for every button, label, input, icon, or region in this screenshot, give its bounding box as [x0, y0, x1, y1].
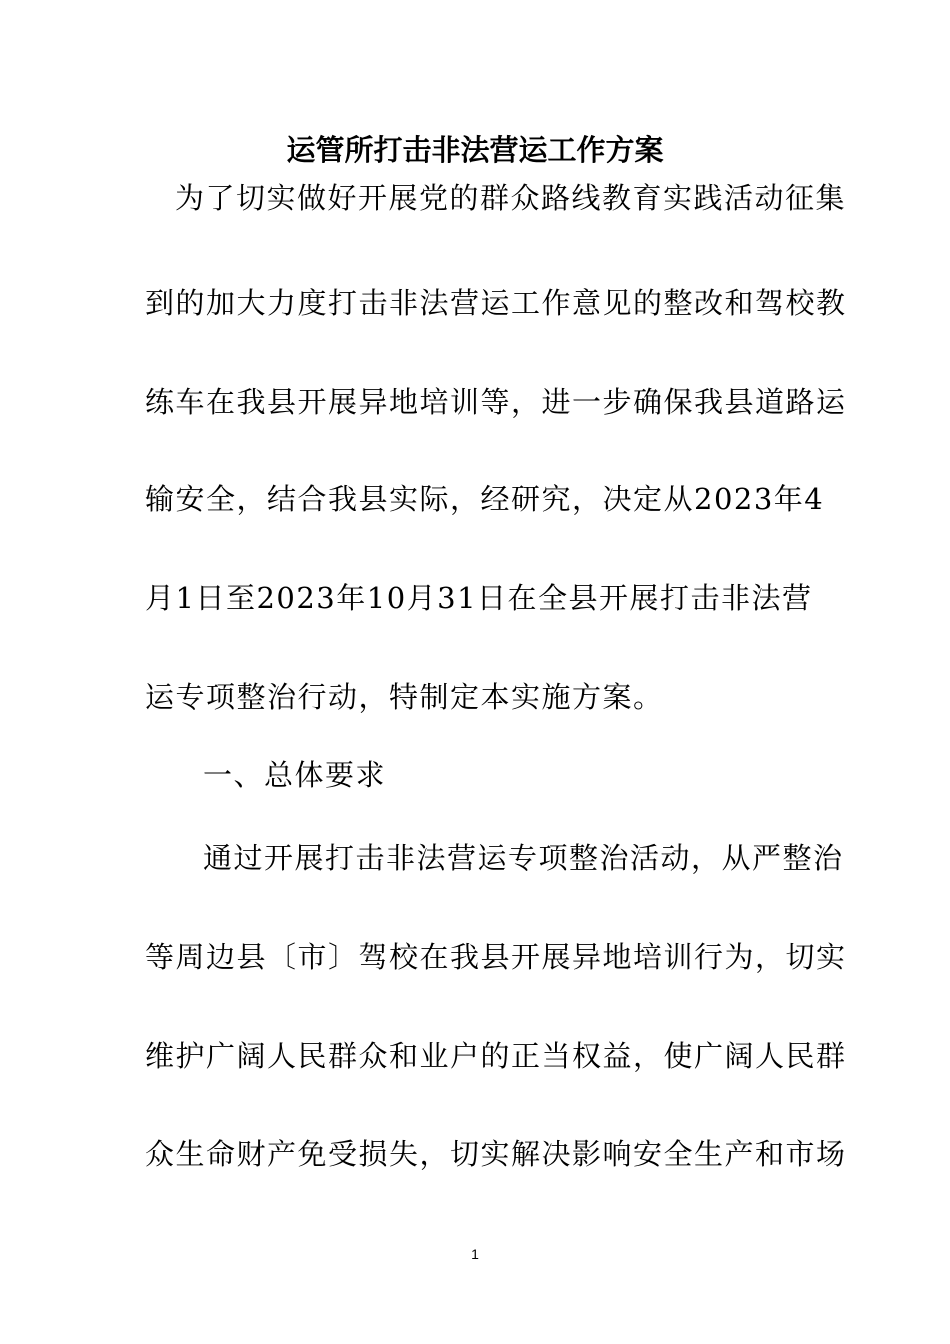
paragraph-line: 运专项整治行动，特制定本实施方案。: [145, 680, 664, 714]
paragraph-line: 等周边县〔市〕驾校在我县开展异地培训行为，切实: [145, 940, 847, 974]
paragraph-line: 到的加大力度打击非法营运工作意见的整改和驾校教: [145, 286, 847, 320]
paragraph-line: 月1日至2023年10月31日在全县开展打击非法营: [145, 581, 813, 615]
paragraph-line: 众生命财产免受损失，切实解决影响安全生产和市场: [145, 1137, 847, 1171]
paragraph-line: 输安全，结合我县实际，经研究，决定从2023年4: [145, 482, 825, 516]
section-heading: 一、总体要求: [203, 758, 387, 792]
paragraph-line: 为了切实做好开展党的群众路线教育实践活动征集: [175, 181, 847, 215]
paragraph-line: 练车在我县开展异地培训等，进一步确保我县道路运: [145, 385, 847, 419]
page-number: 1: [471, 1246, 479, 1262]
document-title: 运管所打击非法营运工作方案: [286, 133, 664, 167]
paragraph-line: 通过开展打击非法营运专项整治活动，从严整治: [203, 841, 844, 875]
paragraph-line: 维护广阔人民群众和业户的正当权益，使广阔人民群: [145, 1039, 847, 1073]
